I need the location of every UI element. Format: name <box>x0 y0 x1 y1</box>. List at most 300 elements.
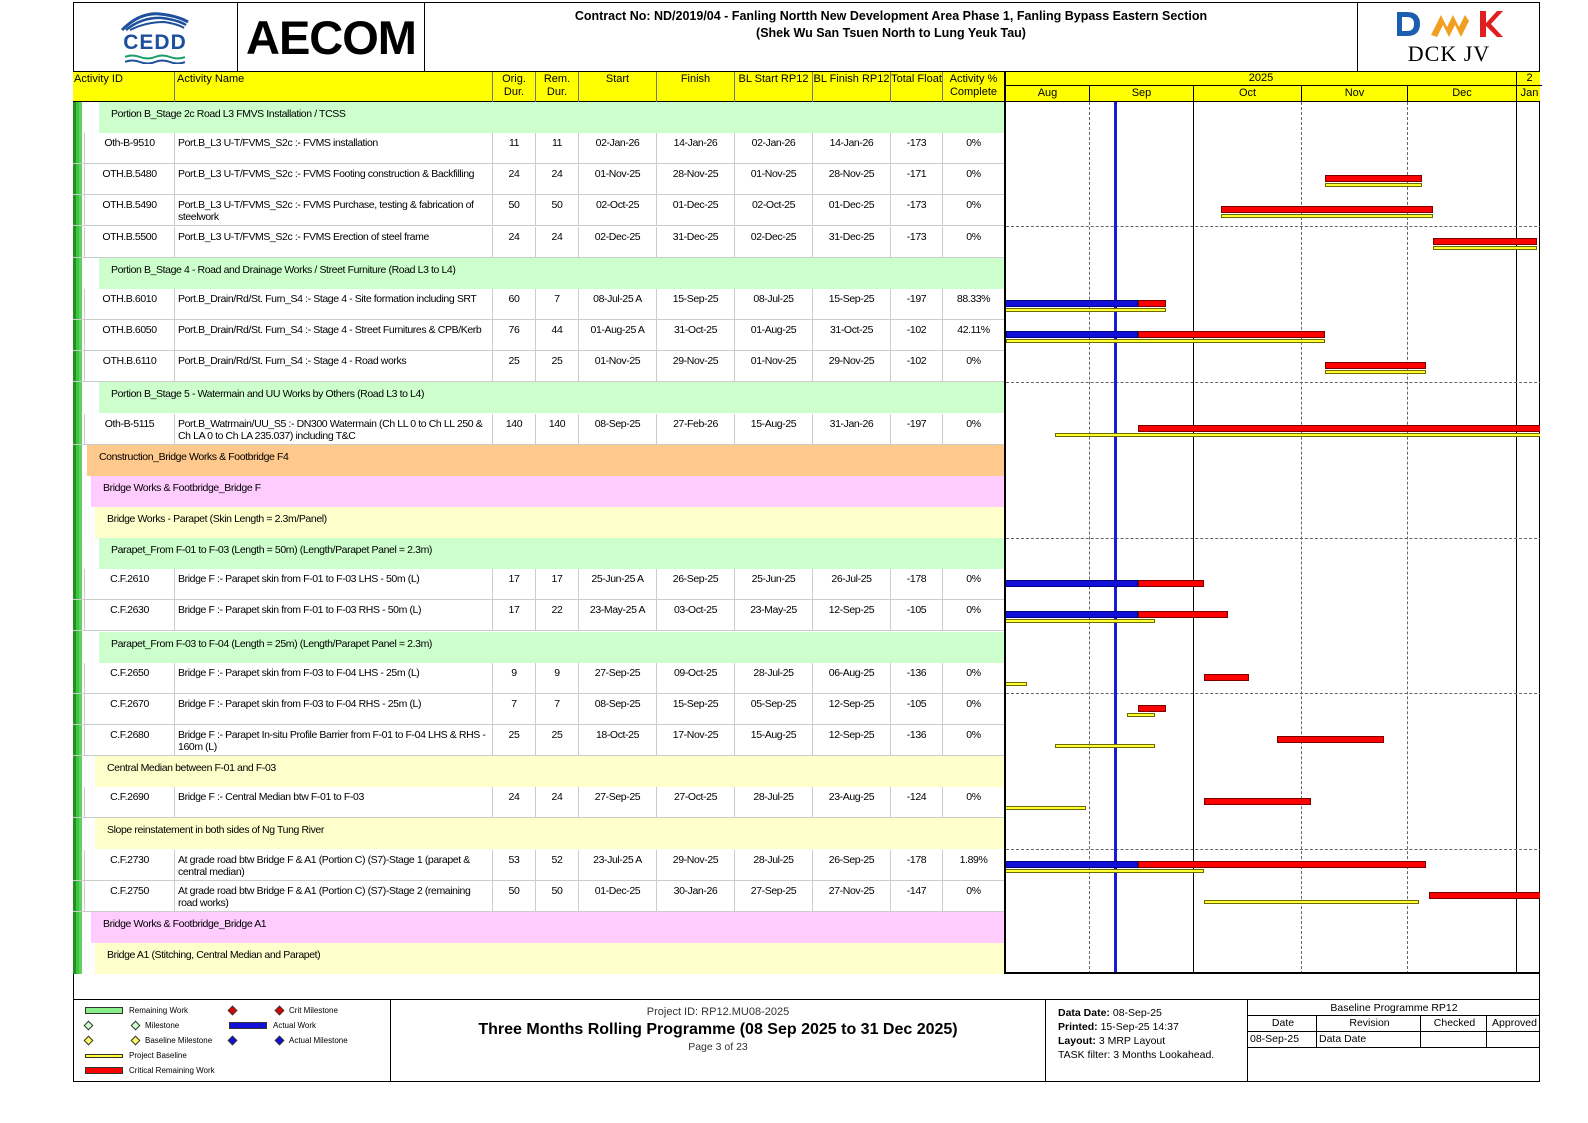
legend-label: Milestone <box>145 1021 180 1030</box>
cell-start: 02-Dec-25 <box>578 227 656 258</box>
critical-remaining-bar[interactable] <box>1138 611 1228 618</box>
cell-finish: 26-Sep-25 <box>656 569 734 600</box>
cell-activity-name: Port.B_Drain/Rd/St. Furn_S4 :- Stage 4 - Site formation including SRT <box>174 289 492 320</box>
wbs-group-label: Portion B_Stage 4 - Road and Drainage Works / Street Furniture (Road L3 to L4) <box>111 263 456 276</box>
cell-total-float: -197 <box>890 414 942 445</box>
legend-label: Critical Remaining Work <box>129 1066 215 1075</box>
cell-activity-name: At grade road btw Bridge F & A1 (Portion C) (S7)-Stage 1 (parapet & central median) <box>174 850 492 881</box>
bl-header-date: Date <box>1271 1017 1295 1029</box>
cell-total-float: -178 <box>890 850 942 881</box>
activity-row[interactable] <box>73 725 1004 756</box>
wbs-group-row[interactable] <box>73 507 1004 538</box>
bl-cell-checked <box>1420 1032 1486 1048</box>
activity-table <box>73 102 1004 974</box>
legend-label: Project Baseline <box>129 1051 187 1060</box>
legend-label: Crit Milestone <box>289 1006 338 1015</box>
row-separator <box>1006 849 1540 850</box>
cell-orig-dur: 50 <box>492 881 535 912</box>
actual-work-bar[interactable] <box>1006 331 1138 338</box>
col-header-finish[interactable]: Finish <box>656 72 734 102</box>
critical-remaining-bar[interactable] <box>1277 736 1385 743</box>
cell-activity-pct: 42.11% <box>942 320 1004 351</box>
cell-orig-dur: 9 <box>492 663 535 694</box>
wbs-group-label: Bridge Works & Footbridge_Bridge A1 <box>103 917 267 930</box>
cell-total-float: -102 <box>890 320 942 351</box>
cell-start: 18-Oct-25 <box>578 725 656 756</box>
cell-bl-finish: 29-Nov-25 <box>812 351 890 382</box>
cell-total-float: -173 <box>890 195 942 226</box>
dck-jv-logo <box>1357 2 1540 72</box>
wbs-group-row[interactable] <box>73 818 1004 849</box>
cell-bl-finish: 28-Nov-25 <box>812 164 890 195</box>
legend-label: Baseline Milestone <box>145 1036 213 1045</box>
cedd-logo-text: CEDD <box>123 31 187 54</box>
cell-start: 01-Nov-25 <box>578 164 656 195</box>
cell-rem-dur: 24 <box>535 164 578 195</box>
baseline-bar[interactable] <box>1221 214 1433 218</box>
cedd-logo <box>73 2 238 72</box>
baseline-bar[interactable] <box>1004 682 1027 686</box>
cell-orig-dur: 53 <box>492 850 535 881</box>
cell-bl-start: 27-Sep-25 <box>734 881 812 912</box>
wbs-group-label: Bridge Works - Parapet (Skin Length = 2.3m/Panel) <box>107 512 327 525</box>
gantt-timescale <box>1004 72 1540 102</box>
col-header-total-float[interactable]: Total Float <box>890 72 942 102</box>
row-separator <box>1006 538 1540 539</box>
critical-remaining-bar[interactable] <box>1138 425 1540 432</box>
month-dec: Dec <box>1407 86 1516 102</box>
row-separator <box>1006 693 1540 694</box>
cell-bl-finish: 31-Jan-26 <box>812 414 890 445</box>
cell-finish: 29-Nov-25 <box>656 351 734 382</box>
cell-rem-dur: 25 <box>535 351 578 382</box>
cell-bl-finish: 27-Nov-25 <box>812 881 890 912</box>
wbs-group-row[interactable] <box>73 382 1004 413</box>
cell-finish: 03-Oct-25 <box>656 600 734 631</box>
row-separator <box>1006 382 1540 383</box>
contract-title <box>425 8 1357 42</box>
cell-finish: 31-Dec-25 <box>656 227 734 258</box>
cell-finish: 09-Oct-25 <box>656 663 734 694</box>
activity-row[interactable] <box>73 600 1004 631</box>
cell-activity-name: Port.B_L3 U-T/FVMS_S2c :- FVMS Footing construction & Backfilling <box>174 164 492 195</box>
data-info <box>1046 1000 1248 1082</box>
cell-orig-dur: 76 <box>492 320 535 351</box>
cell-rem-dur: 50 <box>535 881 578 912</box>
cell-bl-start: 23-May-25 <box>734 600 812 631</box>
baseline-bar[interactable] <box>1127 713 1155 717</box>
cell-orig-dur: 50 <box>492 195 535 226</box>
cell-bl-start: 25-Jun-25 <box>734 569 812 600</box>
cell-start: 25-Jun-25 A <box>578 569 656 600</box>
baseline-bar[interactable] <box>1055 433 1540 437</box>
cell-start: 27-Sep-25 <box>578 663 656 694</box>
d-mark-icon <box>1393 9 1423 39</box>
wbs-group-label: Slope reinstatement in both sides of Ng Tung River <box>107 824 324 837</box>
actual-work-bar[interactable] <box>1004 580 1138 587</box>
baseline-table <box>1248 1000 1540 1082</box>
actual-work-bar[interactable] <box>1004 300 1138 307</box>
col-header-activity-name[interactable]: Activity Name <box>174 72 492 102</box>
bl-cell-date: 08-Sep-25 <box>1250 1033 1300 1045</box>
page-footer <box>73 999 1540 1081</box>
wbs-group-label: Bridge A1 (Stitching, Central Median and Parapet) <box>107 949 321 962</box>
printed-label: Printed: <box>1058 1021 1098 1033</box>
legend-label: Actual Work <box>273 1021 316 1030</box>
cell-activity-pct: 0% <box>942 569 1004 600</box>
cell-activity-id: OTH.B.5480 <box>84 164 174 195</box>
data-date-label: Data Date: <box>1058 1007 1110 1019</box>
cell-activity-id: C.F.2730 <box>84 850 174 881</box>
cell-bl-start: 28-Jul-25 <box>734 850 812 881</box>
cell-orig-dur: 17 <box>492 600 535 631</box>
cell-activity-pct: 0% <box>942 351 1004 382</box>
cell-activity-pct: 0% <box>942 133 1004 164</box>
cell-bl-finish: 12-Sep-25 <box>812 694 890 725</box>
project-id: Project ID: RP12.MU08-2025 <box>646 1006 790 1018</box>
bl-header-checked: Checked <box>1420 1016 1486 1032</box>
cell-activity-name: Port.B_L3 U-T/FVMS_S2c :- FVMS Purchase, testing & fabrication of steelwork <box>174 195 492 226</box>
data-date: 08-Sep-25 <box>1112 1007 1162 1019</box>
cell-rem-dur: 25 <box>535 725 578 756</box>
cell-orig-dur: 24 <box>492 787 535 818</box>
col-header-activity-pct[interactable]: Activity % Complete <box>942 72 1004 102</box>
cell-bl-finish: 15-Sep-25 <box>812 289 890 320</box>
cell-total-float: -173 <box>890 133 942 164</box>
cell-bl-finish: 12-Sep-25 <box>812 600 890 631</box>
cell-start: 01-Aug-25 A <box>578 320 656 351</box>
cell-activity-pct: 88.33% <box>942 289 1004 320</box>
cell-activity-pct: 0% <box>942 725 1004 756</box>
cell-bl-start: 05-Sep-25 <box>734 694 812 725</box>
wbs-group-row[interactable] <box>73 538 1004 569</box>
activity-row[interactable] <box>73 569 1004 600</box>
cell-activity-pct: 0% <box>942 694 1004 725</box>
activity-row[interactable] <box>73 351 1004 382</box>
cell-activity-name: Port.B_Drain/Rd/St. Furn_S4 :- Stage 4 - Road works <box>174 351 492 382</box>
cell-activity-id: C.F.2630 <box>84 600 174 631</box>
cell-rem-dur: 44 <box>535 320 578 351</box>
cell-finish: 14-Jan-26 <box>656 133 734 164</box>
cell-activity-id: C.F.2690 <box>84 787 174 818</box>
baseline-bar[interactable] <box>1004 619 1155 623</box>
cell-activity-id: OTH.B.5490 <box>84 195 174 226</box>
dck-jv-text: DCK JV <box>1407 41 1491 66</box>
wbs-group-row[interactable] <box>73 445 1004 476</box>
cell-activity-name: At grade road btw Bridge F & A1 (Portion C) (S7)-Stage 2 (remaining road works) <box>174 881 492 912</box>
legend-baseline-milestone <box>85 1036 212 1045</box>
legend-label: Remaining Work <box>129 1006 188 1015</box>
col-header-bl-finish[interactable]: BL Finish RP12 <box>812 72 890 102</box>
printed-date: 15-Sep-25 14:37 <box>1100 1021 1179 1033</box>
task-filter: TASK filter: 3 Months Lookahead. <box>1058 1049 1215 1061</box>
cell-activity-name: Bridge F :- Parapet skin from F-03 to F-04 RHS - 25m (L) <box>174 694 492 725</box>
cell-activity-pct: 0% <box>942 600 1004 631</box>
critical-remaining-bar[interactable] <box>1204 674 1249 681</box>
cell-finish: 27-Feb-26 <box>656 414 734 445</box>
cell-activity-name: Bridge F :- Parapet In-situ Profile Barrier from F-01 to F-04 LHS & RHS - 160m (L) <box>174 725 492 756</box>
wbs-group-row[interactable] <box>73 476 1004 507</box>
critical-remaining-bar[interactable] <box>1325 362 1426 369</box>
cell-activity-pct: 0% <box>942 227 1004 258</box>
cell-bl-finish: 31-Oct-25 <box>812 320 890 351</box>
cell-activity-name: Port.B_Watrmain/UU_S5 :- DN300 Watermain (Ch LL 0 to Ch LL 250 & Ch LA 0 to Ch LA 235.037) including T&C <box>174 414 492 445</box>
baseline-bar[interactable] <box>1006 339 1325 343</box>
baseline-bar[interactable] <box>1004 806 1086 810</box>
cell-bl-finish: 26-Sep-25 <box>812 850 890 881</box>
cell-orig-dur: 24 <box>492 164 535 195</box>
layout-label: Layout: <box>1058 1035 1096 1047</box>
month-sep: Sep <box>1089 86 1193 102</box>
bl-header-revision: Revision <box>1316 1016 1420 1032</box>
cell-activity-id: OTH.B.6050 <box>84 320 174 351</box>
wbs-group-row[interactable] <box>73 102 1004 133</box>
baseline-bar[interactable] <box>1433 246 1537 250</box>
cell-rem-dur: 140 <box>535 414 578 445</box>
legend <box>73 1000 391 1082</box>
legend-crit-milestone <box>229 1006 338 1015</box>
baseline-bar[interactable] <box>1004 308 1166 312</box>
row-separator <box>1006 226 1540 227</box>
cell-bl-start: 02-Dec-25 <box>734 227 812 258</box>
wbs-group-row[interactable] <box>73 258 1004 289</box>
cell-start: 08-Sep-25 <box>578 414 656 445</box>
baseline-title: Baseline Programme RP12 <box>1248 1000 1540 1016</box>
critical-remaining-bar[interactable] <box>1204 798 1312 805</box>
baseline-bar[interactable] <box>1204 900 1419 904</box>
cell-rem-dur: 24 <box>535 787 578 818</box>
timescale-year-next: 2 <box>1516 72 1542 86</box>
baseline-bar[interactable] <box>1325 183 1422 187</box>
critical-remaining-bar[interactable] <box>1138 580 1204 587</box>
cell-start: 23-May-25 A <box>578 600 656 631</box>
cell-bl-start: 02-Oct-25 <box>734 195 812 226</box>
cedd-water-icon <box>125 54 185 64</box>
bl-cell-revision: Data Date <box>1316 1032 1420 1048</box>
baseline-bar[interactable] <box>1055 744 1156 748</box>
activity-row[interactable] <box>73 164 1004 195</box>
contract-title-line1: Contract No: ND/2019/04 - Fanling Nortth New Development Area Phase 1, Fanling Bypass Eastern Section <box>574 9 1208 23</box>
cell-activity-name: Port.B_L3 U-T/FVMS_S2c :- FVMS Erection of steel frame <box>174 227 492 258</box>
cell-activity-name: Bridge F :- Parapet skin from F-03 to F-04 LHS - 25m (L) <box>174 663 492 694</box>
month-nov: Nov <box>1301 86 1407 102</box>
activity-row[interactable] <box>73 320 1004 351</box>
cell-activity-id: Oth-B-9510 <box>84 133 174 164</box>
cell-bl-start: 08-Jul-25 <box>734 289 812 320</box>
legend-label: Actual Milestone <box>289 1036 348 1045</box>
cell-activity-pct: 0% <box>942 663 1004 694</box>
col-header-start[interactable]: Start <box>578 72 656 102</box>
cell-activity-id: OTH.B.5500 <box>84 227 174 258</box>
col-header-activity-id[interactable]: Activity ID <box>74 73 123 85</box>
cell-bl-start: 01-Nov-25 <box>734 351 812 382</box>
cell-activity-pct: 0% <box>942 164 1004 195</box>
cell-activity-id: C.F.2650 <box>84 663 174 694</box>
cell-total-float: -136 <box>890 663 942 694</box>
cell-activity-pct: 1.89% <box>942 850 1004 881</box>
cell-start: 01-Dec-25 <box>578 881 656 912</box>
contract-title-line2: (Shek Wu San Tsuen North to Lung Yeuk Tau) <box>756 26 1026 40</box>
page-header <box>73 2 1540 72</box>
timescale-year: 2025 <box>1006 72 1516 86</box>
cell-activity-pct: 0% <box>942 787 1004 818</box>
cell-rem-dur: 50 <box>535 195 578 226</box>
wbs-group-row[interactable] <box>73 912 1004 943</box>
cell-bl-finish: 01-Dec-25 <box>812 195 890 226</box>
cell-bl-finish: 12-Sep-25 <box>812 725 890 756</box>
cell-start: 27-Sep-25 <box>578 787 656 818</box>
activity-row[interactable] <box>73 850 1004 881</box>
cell-bl-start: 15-Aug-25 <box>734 414 812 445</box>
activity-row[interactable] <box>73 227 1004 258</box>
cell-finish: 31-Oct-25 <box>656 320 734 351</box>
cell-total-float: -124 <box>890 787 942 818</box>
cell-activity-name: Bridge F :- Parapet skin from F-01 to F-03 RHS - 50m (L) <box>174 600 492 631</box>
cell-total-float: -173 <box>890 227 942 258</box>
baseline-header-row <box>1248 1016 1540 1032</box>
cell-bl-finish: 23-Aug-25 <box>812 787 890 818</box>
cell-bl-start: 02-Jan-26 <box>734 133 812 164</box>
cell-rem-dur: 9 <box>535 663 578 694</box>
critical-remaining-bar[interactable] <box>1221 206 1433 213</box>
activity-row[interactable] <box>73 195 1004 226</box>
activity-row[interactable] <box>73 694 1004 725</box>
cell-activity-id: C.F.2750 <box>84 881 174 912</box>
legend-actual-work <box>229 1021 316 1030</box>
k-mark-icon <box>1477 9 1505 39</box>
cell-orig-dur: 7 <box>492 694 535 725</box>
cell-activity-id: C.F.2680 <box>84 725 174 756</box>
cell-total-float: -105 <box>890 600 942 631</box>
cell-bl-finish: 26-Jul-25 <box>812 569 890 600</box>
cell-orig-dur: 24 <box>492 227 535 258</box>
cell-rem-dur: 17 <box>535 569 578 600</box>
activity-row[interactable] <box>73 787 1004 818</box>
cedd-wave-icon <box>120 10 190 32</box>
footer-title-block <box>391 1000 1046 1082</box>
wbs-group-label: Parapet_From F-01 to F-03 (Length = 50m) (Length/Parapet Panel = 2.3m) <box>111 544 433 557</box>
cell-orig-dur: 60 <box>492 289 535 320</box>
cell-orig-dur: 25 <box>492 351 535 382</box>
wbs-group-row[interactable] <box>73 943 1004 974</box>
cell-finish: 01-Dec-25 <box>656 195 734 226</box>
legend-milestone <box>85 1021 179 1030</box>
col-header-bl-start[interactable]: BL Start RP12 <box>734 72 812 102</box>
cell-finish: 15-Sep-25 <box>656 694 734 725</box>
wbs-group-label: Construction_Bridge Works & Footbridge F4 <box>99 450 289 463</box>
activity-row[interactable] <box>73 133 1004 164</box>
wbs-group-label: Portion B_Stage 5 - Watermain and UU Works by Others (Road L3 to L4) <box>111 388 425 401</box>
cell-bl-start: 28-Jul-25 <box>734 663 812 694</box>
wbs-group-label: Bridge Works & Footbridge_Bridge F <box>103 481 261 494</box>
cell-finish: 17-Nov-25 <box>656 725 734 756</box>
bl-header-approved: Approved <box>1486 1016 1540 1032</box>
wbs-group-label: Central Median between F-01 and F-03 <box>107 762 276 775</box>
cell-bl-start: 28-Jul-25 <box>734 787 812 818</box>
cell-bl-finish: 06-Aug-25 <box>812 663 890 694</box>
table-header <box>73 72 1004 102</box>
actual-work-bar[interactable] <box>1004 611 1138 618</box>
cell-activity-id: C.F.2610 <box>84 569 174 600</box>
cell-finish: 30-Jan-26 <box>656 881 734 912</box>
cell-activity-pct: 0% <box>942 414 1004 445</box>
wbs-group-label: Portion B_Stage 2c Road L3 FMVS Installation / TCSS <box>111 108 346 120</box>
wbs-group-row[interactable] <box>73 632 1004 663</box>
cell-activity-name: Bridge F :- Parapet skin from F-01 to F-03 LHS - 50m (L) <box>174 569 492 600</box>
cell-rem-dur: 22 <box>535 600 578 631</box>
legend-critical-remaining-work <box>85 1066 215 1075</box>
cell-total-float: -147 <box>890 881 942 912</box>
actual-work-bar[interactable] <box>1004 861 1138 868</box>
cell-rem-dur: 24 <box>535 227 578 258</box>
cell-activity-name: Bridge F :- Central Median btw F-01 to F-03 <box>174 787 492 818</box>
activity-row[interactable] <box>73 663 1004 694</box>
cell-activity-name: Port.B_L3 U-T/FVMS_S2c :- FVMS installation <box>174 133 492 164</box>
cell-bl-start: 01-Aug-25 <box>734 320 812 351</box>
aecom-logo: AECOM <box>238 2 425 72</box>
cell-finish: 15-Sep-25 <box>656 289 734 320</box>
critical-remaining-bar[interactable] <box>1433 238 1537 245</box>
activity-row[interactable] <box>73 414 1004 445</box>
cell-activity-id: OTH.B.6010 <box>84 289 174 320</box>
cell-start: 02-Oct-25 <box>578 195 656 226</box>
page-number: Page 3 of 23 <box>688 1041 748 1053</box>
c-mark-icon <box>1429 9 1471 39</box>
critical-remaining-bar[interactable] <box>1138 331 1325 338</box>
cell-finish: 29-Nov-25 <box>656 850 734 881</box>
cell-activity-name: Port.B_Drain/Rd/St. Furn_S4 :- Stage 4 - Street Furnitures & CPB/Kerb <box>174 320 492 351</box>
critical-remaining-bar[interactable] <box>1325 175 1422 182</box>
cell-rem-dur: 52 <box>535 850 578 881</box>
cell-bl-finish: 14-Jan-26 <box>812 133 890 164</box>
layout-name: 3 MRP Layout <box>1098 1035 1166 1047</box>
baseline-bar[interactable] <box>1004 869 1204 873</box>
bl-cell-approved <box>1486 1032 1540 1048</box>
col-header-orig-dur[interactable]: Orig. Dur. <box>492 72 535 102</box>
cell-rem-dur: 7 <box>535 694 578 725</box>
cell-start: 01-Nov-25 <box>578 351 656 382</box>
cell-total-float: -102 <box>890 351 942 382</box>
month-aug: Aug <box>1037 87 1058 99</box>
cell-activity-id: C.F.2670 <box>84 694 174 725</box>
cell-total-float: -105 <box>890 694 942 725</box>
cell-rem-dur: 11 <box>535 133 578 164</box>
month-jan: Jan <box>1516 86 1542 102</box>
baseline-bar[interactable] <box>1325 370 1426 374</box>
cell-finish: 28-Nov-25 <box>656 164 734 195</box>
cell-total-float: -171 <box>890 164 942 195</box>
critical-remaining-bar[interactable] <box>1429 892 1540 899</box>
col-header-rem-dur[interactable]: Rem. Dur. <box>535 72 578 102</box>
cell-start: 08-Sep-25 <box>578 694 656 725</box>
cell-bl-start: 01-Nov-25 <box>734 164 812 195</box>
wbs-group-row[interactable] <box>73 756 1004 787</box>
cell-bl-finish: 31-Dec-25 <box>812 227 890 258</box>
activity-row[interactable] <box>73 289 1004 320</box>
legend-actual-milestone <box>229 1036 348 1045</box>
critical-remaining-bar[interactable] <box>1138 300 1166 307</box>
cell-bl-start: 15-Aug-25 <box>734 725 812 756</box>
activity-row[interactable] <box>73 881 1004 912</box>
cell-activity-pct: 0% <box>942 195 1004 226</box>
cell-activity-id: Oth-B-5115 <box>84 414 174 445</box>
cell-finish: 27-Oct-25 <box>656 787 734 818</box>
critical-remaining-bar[interactable] <box>1138 861 1426 868</box>
month-oct: Oct <box>1193 86 1301 102</box>
cell-orig-dur: 25 <box>492 725 535 756</box>
critical-remaining-bar[interactable] <box>1138 705 1166 712</box>
cell-total-float: -197 <box>890 289 942 320</box>
